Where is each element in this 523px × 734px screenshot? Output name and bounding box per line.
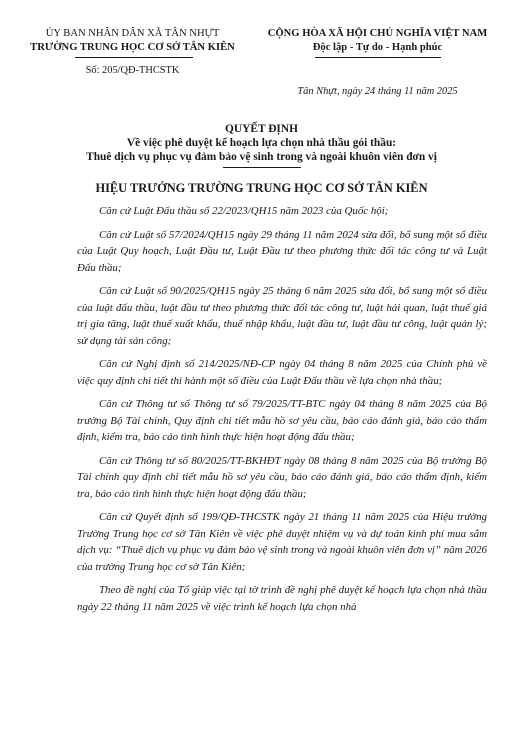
document-body <box>77 203 487 615</box>
agency-name: ỦY BAN NHÂN DÂN XÃ TÂN NHỰT <box>45 28 220 39</box>
country-name: CỘNG HÒA XÃ HỘI CHỦ NGHĨA VIỆT NAM <box>267 28 488 39</box>
document-title: QUYẾT ĐỊNH <box>225 123 298 135</box>
national-header-block <box>250 27 505 55</box>
legal-basis-paragraph: Căn cứ Thông tư số Thông tư số 79/2025/TT-BTC ngày 04 tháng 8 năm 2025 của Bộ trưởng Bộ Tài chính, Quy định chi tiết mẫu hồ sơ yêu cầu, báo cáo đánh giá, báo cáo thẩm định, kiểm tra, báo cáo tình hình thực hiện hoạt động đấu thầu; <box>77 398 487 443</box>
document-number: Số: 205/QĐ-THCSTK <box>85 65 180 76</box>
issuing-agency-block <box>20 27 245 55</box>
document-subject <box>20 136 503 164</box>
subject-line-1: Về việc phê duyệt kế hoạch lựa chọn nhà thầu gói thầu: <box>126 137 397 149</box>
legal-basis-paragraph: Căn cứ Luật số 90/2025/QH15 ngày 25 tháng 6 năm 2025 sửa đổi, bổ sung một số điều của luật đấu thầu, luật đầu tư theo phương thức đối tác công tư, luật hải quan, luật thuế giá trị gia tăng, luật thuế xuất khẩu, thuế nhập khẩu, luật đầu tư, luật đầu tư công, luật quản lý; sử dụng tài sản công; <box>77 285 487 347</box>
school-underline <box>75 57 193 58</box>
subject-line-2: Thuê dịch vụ phục vụ đảm bảo vệ sinh trong và ngoài khuôn viên đơn vị <box>86 151 437 163</box>
legal-basis-paragraph: Căn cứ Quyết định số 199/QĐ-THCSTK ngày 21 tháng 11 năm 2025 của Hiệu trưởng Trường Trung học cơ sở Tân Kiên về việc phê duyệt nhiệm vụ và dự toán kinh phí mua sắm dịch vụ: “Thuê dịch vụ phục vụ đảm bảo vệ sinh trong và ngoài khuôn viên đơn vị” năm 2026 của trường Trung học cơ sở Tân Kiên; <box>77 511 487 573</box>
national-motto: Độc lập - Tự do - Hạnh phúc <box>312 42 443 53</box>
issuing-authority: HIỆU TRƯỞNG TRƯỜNG TRUNG HỌC CƠ SỞ TÂN KIÊN <box>95 181 428 195</box>
motto-underline <box>315 57 441 58</box>
proposal-paragraph: Theo đề nghị của Tổ giúp việc tại tờ trình đề nghị phê duyệt kế hoạch lựa chọn nhà thầu ngày 22 tháng 11 năm 2025 về việc trình kế hoạch lựa chọn nhà <box>77 584 487 613</box>
place-and-date: Tân Nhựt, ngày 24 tháng 11 năm 2025 <box>297 86 458 97</box>
legal-basis-paragraph: Căn cứ Nghị định số 214/2025/NĐ-CP ngày 04 tháng 8 năm 2025 của Chính phủ về việc quy định chi tiết thi hành một số điều của Luật Đấu thầu về lựa chọn nhà thầu; <box>77 358 487 387</box>
legal-basis-paragraph: Căn cứ Luật số 57/2024/QH15 ngày 29 tháng 11 năm 2024 sửa đổi, bổ sung một số điều của Luật Quy hoạch, Luật Đầu tư, Luật Đầu tư theo phương thức đối tác công tư và Luật Đấu thầu; <box>77 228 487 274</box>
legal-basis-paragraph: Căn cứ Luật Đấu thầu số 22/2023/QH15 năm 2023 của Quốc hội; <box>99 205 389 217</box>
subject-underline <box>223 167 301 168</box>
legal-basis-paragraph: Căn cứ Thông tư số 80/2025/TT-BKHĐT ngày 08 tháng 8 năm 2025 của Bộ trưởng Bộ Tài chính quy định chi tiết mẫu hồ sơ yêu cầu, báo cáo đánh giá, báo cáo thẩm định, kiểm tra, báo cáo tình hình thực hiện hoạt động đấu thầu; <box>77 454 487 500</box>
school-name: TRƯỜNG TRUNG HỌC CƠ SỞ TÂN KIÊN <box>30 42 235 53</box>
